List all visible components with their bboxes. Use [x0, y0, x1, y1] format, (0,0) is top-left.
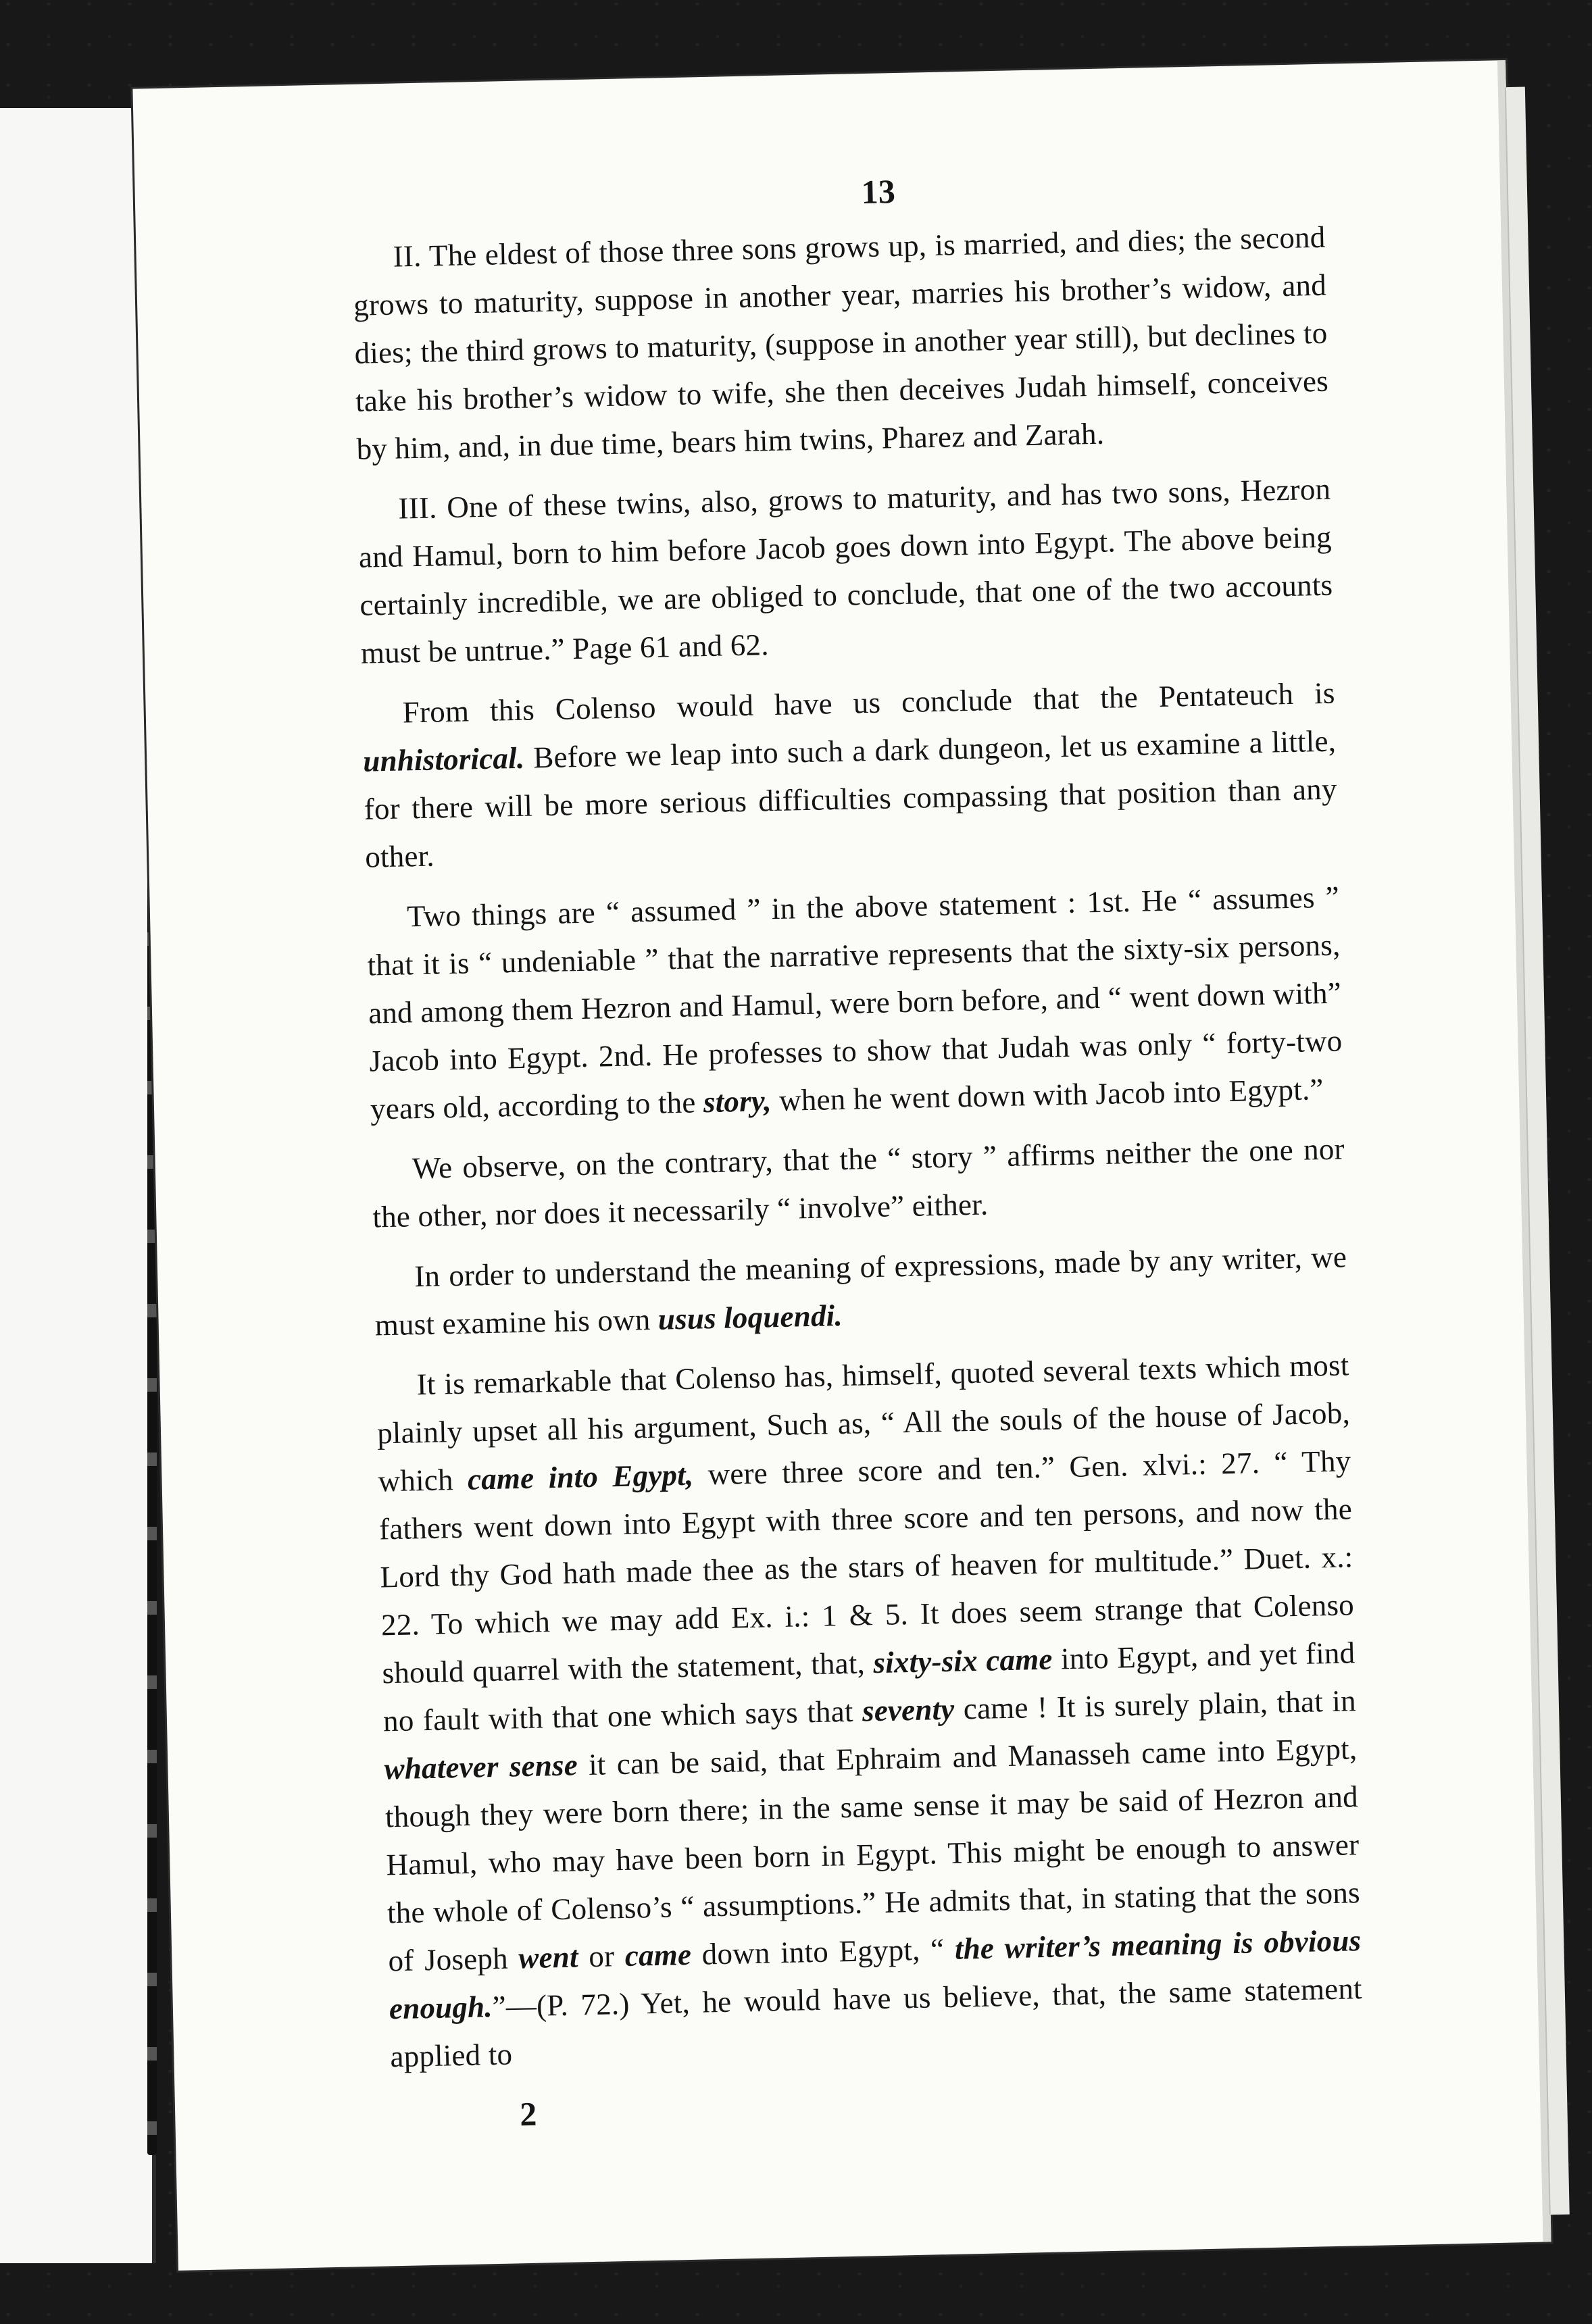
text-run: It is remarkable that Colenso has, himself, quoted several texts which most plainly upset all his argument, Such as, “ All the souls of the house of Jacob, which	[376, 1348, 1351, 1498]
italic-phrase: whatever sense	[384, 1748, 578, 1786]
paragraph	[366, 874, 1343, 1134]
italic-phrase: sixty-six came	[872, 1642, 1053, 1680]
text-run: or	[578, 1938, 626, 1974]
paragraph	[352, 213, 1330, 474]
text-run: into Egypt, and yet find no fault with that one which says that	[382, 1636, 1355, 1738]
text-run: down into Egypt, “	[691, 1931, 955, 1971]
italic-phrase: came	[624, 1937, 692, 1973]
book-page	[132, 60, 1551, 2271]
text-run: Two things are “ assumed ” in the above statement : 1st. He “ assumes ” that it is “ undeniable ” that the narrative represents that the sixty-six persons, and among them Hezron and Hamul, were born before, and “ went down with” Jacob into Egypt. 2nd. He professes to show that Judah was only “ forty-two years old, according to the	[367, 880, 1343, 1126]
text-run: were three score and ten.” Gen. xlvi.: 27. “ Thy fathers went down into Egypt with three score and ten persons, and now the Lord thy God hath made thee as the stars of heaven for multitude.” Duet. x.: 22. To which we may add Ex. i.: 1 & 5. It does seem strange that Colenso should quarrel with the statement, that,	[378, 1444, 1355, 1690]
paragraph	[374, 1233, 1349, 1349]
text-run: We observe, on the contrary, that the “ story ” affirms neither the one nor the other, nor does it necessarily “ involve” either.	[372, 1132, 1345, 1234]
italic-phrase: usus loquendi.	[657, 1298, 843, 1336]
italic-phrase: went	[518, 1940, 579, 1975]
page-content	[351, 159, 1365, 2142]
italic-phrase: unhistorical.	[362, 740, 525, 778]
text-run: III. One of these twins, also, grows to maturity, and has two sons, Hezron and Hamul, born to him before Jacob goes down into Egypt. The above being certainly incredible, we are obliged to conclude, that one of the two accounts must be untrue.” Page 61 and 62.	[358, 472, 1333, 670]
text-run: In order to understand the meaning of expressions, made by any writer, we must examine his own	[374, 1240, 1347, 1342]
page-number: 13	[861, 172, 896, 211]
text-run: Before we leap into such a dark dungeon, let us examine a little, for there will be more serious difficulties compassing that position than any other.	[364, 724, 1338, 874]
text-run: when he went down with Jacob into Egypt.”	[771, 1072, 1324, 1118]
text-run: From this Colenso would have us conclude that the Pentateuch is	[402, 676, 1336, 730]
signature-mark: 2	[519, 2094, 538, 2133]
text-run: ”—(P. 72.) Yet, he would have us believe, that, the same statement applied to	[389, 1971, 1363, 2074]
paragraph	[357, 465, 1335, 678]
body-text	[352, 213, 1364, 2081]
italic-phrase: came into Egypt,	[467, 1457, 694, 1496]
paragraph	[371, 1125, 1346, 1241]
italic-phrase: story,	[703, 1084, 772, 1119]
text-run: II. The eldest of those three sons grows up, is married, and dies; the second grows to maturity, suppose in another year, marries his brother’s widow, and dies; the third grows to maturity, (suppose in another year still), but declines to take his brother’s widow to wife, she then deceives Judah himself, conceives by him, and, in due time, bears him twins, Pharez and Zarah.	[353, 220, 1329, 466]
previous-page-edge	[0, 108, 156, 2263]
text-run: it can be said, that Ephraim and Manasseh came into Egypt, though they were born there; in the same sense it may be said of Hezron and Hamul, who may have been born in Egypt. This might be enough to answer the whole of Colenso’s “ assumptions.” He admits that, in stating that the sons of Joseph	[384, 1732, 1361, 1978]
paragraph	[362, 670, 1339, 882]
italic-phrase: the writer’s meaning is obvious enough.	[389, 1923, 1362, 2026]
italic-phrase: seventy	[862, 1692, 955, 1728]
paragraph	[376, 1341, 1364, 2081]
text-run: came ! It is surely plain, that in	[953, 1684, 1357, 1726]
